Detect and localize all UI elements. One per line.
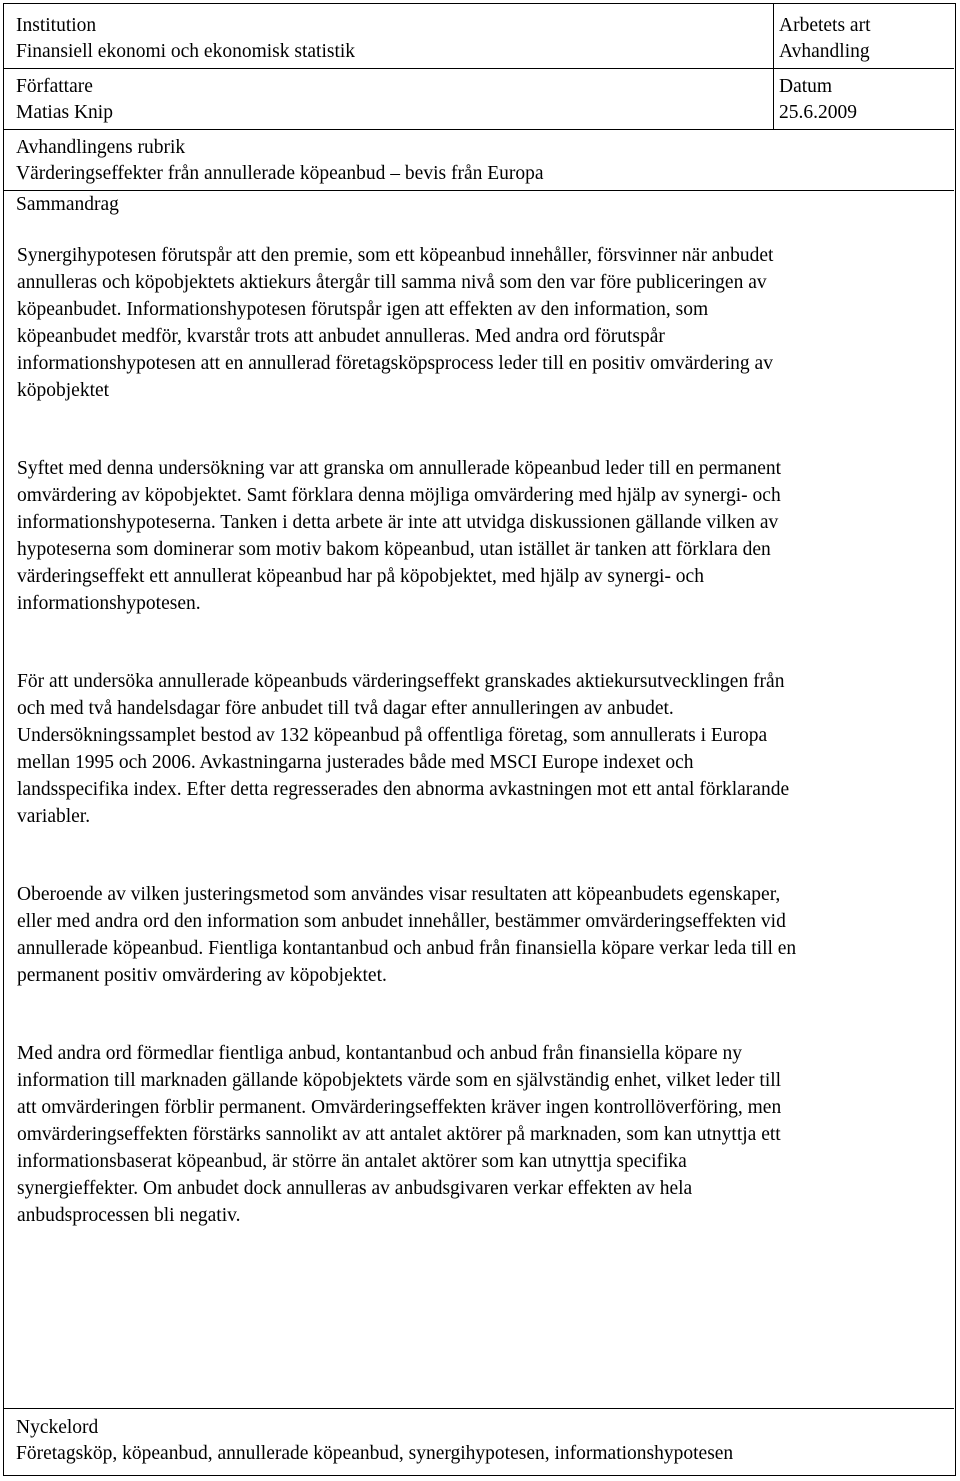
abstract-line: mellan 1995 och 2006. Avkastningarna justerades både med MSCI Europe indexet och [17,752,694,773]
abstract-line: köpeanbudet. Informationshypotesen förutspår igen att effekten av den information, som [17,299,709,320]
abstract-body [17,242,947,1280]
abstract-line: köpeanbudet medför, kvarstår trots att anbudet annulleras. Med andra ord förutspår [17,326,665,347]
abstract-line: annullerade köpeanbud. Fientliga kontantanbud och anbud från finansiella köpare verkar leda till en [17,938,797,959]
abstract-line: Med andra ord förmedlar fientliga anbud, kontantanbud och anbud från finansiella köpare ny [17,1043,743,1064]
abstract-line: landsspecifika index. Efter detta regresserades den abnorma avkastningen mot ett antal förklarande [17,779,790,800]
author-value: Matias Knip [16,102,113,123]
abstract-line: Synergihypotesen förutspår att den premie, som ett köpeanbud innehåller, försvinner när anbudet [17,245,774,266]
header-column-divider [773,4,774,129]
abstract-paragraph-2 [17,455,947,617]
abstract-form [3,3,956,1476]
abstract-line: informationsbaserat köpeanbud, är större än antalet aktörer som kan utnyttja specifika [17,1151,687,1172]
title-value: Värderingseffekter från annullerade köpeanbud – bevis från Europa [16,163,544,184]
divider-keywords [4,1408,954,1409]
abstract-line: annulleras och köpobjektets aktiekurs återgår till samma nivå som den var före publiceringen av [17,272,767,293]
summary-label-cell [16,192,119,218]
abstract-paragraph-1 [17,242,947,404]
keywords-label: Nyckelord [16,1417,99,1438]
abstract-line: och med två handelsdagar före anbudet till två dagar efter annulleringen av anbudet. [17,698,674,719]
keywords-cell [16,1415,733,1467]
title-label: Avhandlingens rubrik [16,137,186,158]
work-type-cell [779,13,871,65]
divider-row2 [4,129,954,130]
date-cell [779,74,857,126]
abstract-line: omvärdering av köpobjektet. Samt förklara denna möjliga omvärdering med hjälp av synergi- och [17,485,781,506]
divider-row1 [4,68,954,69]
abstract-line: permanent positiv omvärdering av köpobjektet. [17,965,387,986]
abstract-paragraph-4 [17,881,947,989]
divider-row3 [4,190,954,191]
abstract-line: informationshypoteserna. Tanken i detta arbete är inte att utvidga diskussionen gällande vilken av [17,512,779,533]
abstract-line: eller med andra ord den information som anbudet innehåller, bestämmer omvärderingseffekten vid [17,911,786,932]
abstract-line: Oberoende av vilken justeringsmetod som användes visar resultaten att köpeanbudets egenskaper, [17,884,781,905]
title-cell [16,135,544,187]
abstract-line: Undersökningssamplet bestod av 132 köpeanbud på offentliga företag, som annullerats i Europa [17,725,768,746]
author-label: Författare [16,76,93,97]
abstract-line: informationshypotesen att en annullerad företagsköpsprocess leder till en positiv omvärdering av [17,353,773,374]
abstract-line: att omvärderingen förblir permanent. Omvärderingseffekten kräver ingen kontrollöverföring, men [17,1097,782,1118]
abstract-line: hypoteserna som dominerar som motiv bakom köpeanbud, utan istället är tanken att förklara den [17,539,771,560]
abstract-line: köpobjektet [17,380,110,401]
work-type-value: Avhandling [779,41,870,62]
date-label: Datum [779,76,833,97]
abstract-line: värderingseffekt ett annullerat köpeanbud har på köpobjektet, med hjälp av synergi- och [17,566,704,587]
abstract-line: information till marknaden gällande köpobjektets värde som en självständig enhet, vilket leder till [17,1070,782,1091]
abstract-line: variabler. [17,806,91,827]
abstract-paragraph-5 [17,1040,947,1229]
keywords-value: Företagsköp, köpeanbud, annullerade köpeanbud, synergihypotesen, informationshypotesen [16,1443,734,1464]
abstract-line: Syftet med denna undersökning var att granska om annullerade köpeanbud leder till en permanent [17,458,782,479]
summary-label: Sammandrag [16,194,119,215]
abstract-line: synergieffekter. Om anbudet dock annulleras av anbudsgivaren verkar effekten av hela [17,1178,693,1199]
abstract-line: För att undersöka annullerade köpeanbuds värderingseffekt granskades aktiekursutvecklingen från [17,671,785,692]
institution-value: Finansiell ekonomi och ekonomisk statistik [16,41,356,62]
work-type-label: Arbetets art [779,15,871,36]
abstract-line: informationshypotesen. [17,593,201,614]
institution-label: Institution [16,15,97,36]
abstract-line: omvärderingseffekten förstärks sannolikt av att antalet aktörer på marknaden, som kan utnyttja ett [17,1124,781,1145]
abstract-paragraph-3 [17,668,947,830]
institution-cell [16,13,355,65]
author-cell [16,74,113,126]
date-value: 25.6.2009 [779,102,857,123]
abstract-line: anbudsprocessen bli negativ. [17,1205,241,1226]
